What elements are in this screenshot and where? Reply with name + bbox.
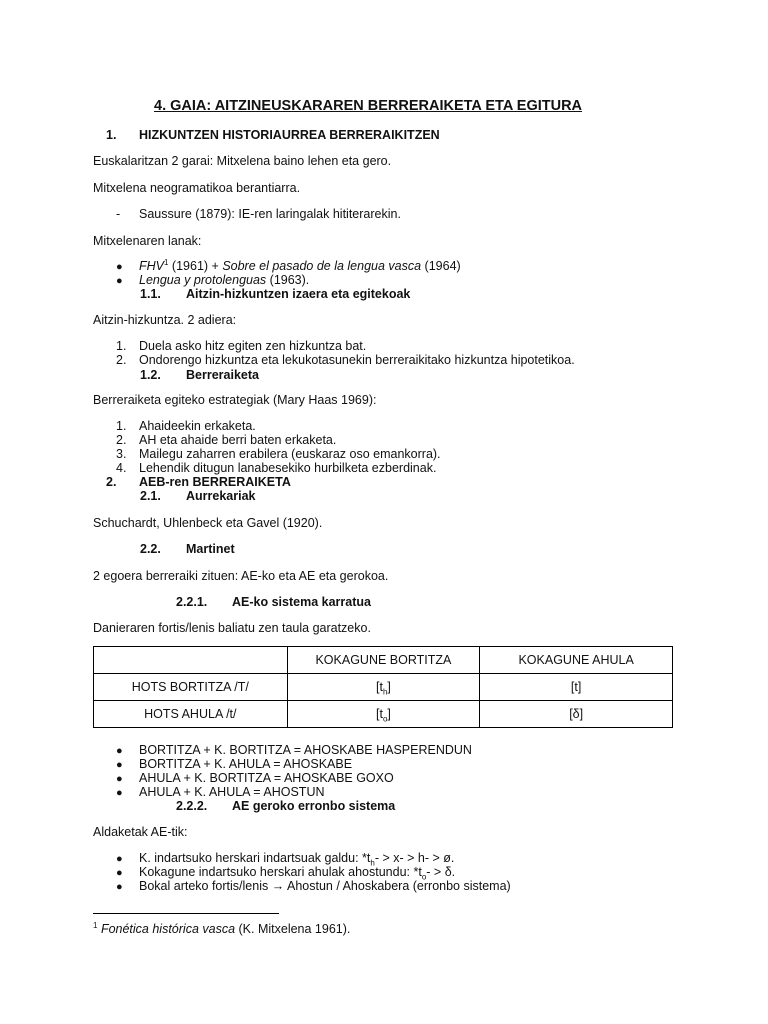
list-item: BORTITZA + K. BORTITZA = AHOSKABE HASPERENDUN <box>139 743 472 757</box>
paragraph-garai: Euskalaritzan 2 garai: Mitxelena baino lehen eta gero. <box>93 154 392 168</box>
list-item: AHULA + K. BORTITZA = AHOSKABE GOXO <box>139 771 394 785</box>
bullet-icon: ● <box>116 745 123 757</box>
list-item: Bokal arteko fortis/lenis → Ahostun / Ahoskabera (erronbo sistema) <box>139 879 511 893</box>
table-row-label: HOTS BORTITZA /T/ <box>94 674 288 701</box>
list-item: Kokagune indartsuko herskari ahulak ahostundu: $*t_o- > \delta$. <box>139 865 456 882</box>
section-1-2-number: 1.2. <box>140 368 161 382</box>
paragraph-adiera: Aitzin-hizkuntza. 2 adiera: <box>93 313 237 327</box>
paragraph-schuchardt: Schuchardt, Uhlenbeck eta Gavel (1920). <box>93 516 323 530</box>
paragraph-egoera: 2 egoera berreraiki zituen: AE-ko eta AE eta gerokoa. <box>93 569 389 583</box>
list-number: 4. <box>116 461 127 475</box>
bullet-icon: ● <box>116 867 123 879</box>
table-cell: [t] <box>480 674 673 701</box>
section-2-1-number: 2.1. <box>140 489 161 503</box>
list-number: 2. <box>116 353 127 367</box>
paragraph-neogramatikoa: Mitxelena neogramatikoa berantiarra. <box>93 181 301 195</box>
table-row <box>94 701 673 728</box>
list-number: 1. <box>116 419 127 433</box>
list-number: 2. <box>116 433 127 447</box>
list-number: 3. <box>116 447 127 461</box>
list-item: Ahaideekin erkaketa. <box>139 419 256 433</box>
table-header-cell: KOKAGUNE BORTITZA <box>287 647 480 674</box>
fortis-lenis-table <box>93 646 673 728</box>
table-cell: [δ] <box>480 701 673 728</box>
list-item: Ondorengo hizkuntza eta lekukotasunekin berreraikitako hizkuntza hipotetikoa. <box>139 353 575 367</box>
section-1-number: 1. <box>106 128 117 142</box>
list-item: Duela asko hitz egiten zen hizkuntza bat. <box>139 339 367 353</box>
section-1-2-heading: Berreraiketa <box>186 368 259 382</box>
paragraph-lanak: Mitxelenaren lanak: <box>93 234 202 248</box>
table-header-cell <box>94 647 288 674</box>
list-item-lengua: Lengua y protolenguas (1963). <box>139 273 310 287</box>
section-2-2-2-heading: AE geroko erronbo sistema <box>232 799 396 813</box>
section-1-1-heading: Aitzin-hizkuntzen izaera eta egitekoak <box>186 287 411 301</box>
bullet-icon: ● <box>116 275 123 287</box>
section-1-heading: HIZKUNTZEN HISTORIAURREA BERRERAIKITZEN <box>139 128 440 142</box>
list-item: BORTITZA + K. AHULA = AHOSKABE <box>139 757 353 771</box>
paragraph-danieraren: Danieraren fortis/lenis baliatu zen taula garatzeko. <box>93 621 371 635</box>
section-2-heading: AEB-ren BERRERAIKETA <box>139 475 291 489</box>
table-cell: $[t_h]$ <box>287 674 480 701</box>
footnote-divider <box>93 913 279 914</box>
list-item-fhv: FHV$^1$ (1961) + Sobre el pasado de la lengua vasca (1964) <box>139 257 461 273</box>
table-row-label: HOTS AHULA /t/ <box>94 701 288 728</box>
section-2-2-2-number: 2.2.2. <box>176 799 208 813</box>
table-header-row <box>94 647 673 674</box>
bullet-icon: ● <box>116 759 123 771</box>
section-2-1-heading: Aurrekariak <box>186 489 256 503</box>
table-row <box>94 674 673 701</box>
list-item: Lehendik ditugun lanabesekiko hurbilketa ezberdinak. <box>139 461 437 475</box>
bullet-icon: ● <box>116 853 123 865</box>
list-item: AHULA + K. AHULA = AHOSTUN <box>139 785 325 799</box>
section-2-2-1-heading: AE-ko sistema karratua <box>232 595 371 609</box>
paragraph-aldaketak: Aldaketak AE-tik: <box>93 825 188 839</box>
section-1-1-number: 1.1. <box>140 287 161 301</box>
footnote: $^1$ Fonética histórica vasca (K. Mitxelena 1961). <box>93 920 351 936</box>
bullet-icon: ● <box>116 261 123 273</box>
section-2-2-number: 2.2. <box>140 542 161 556</box>
bullet-icon: ● <box>116 787 123 799</box>
list-item: AH eta ahaide berri baten erkaketa. <box>139 433 337 447</box>
section-2-2-1-number: 2.2.1. <box>176 595 208 609</box>
page-title: 4. GAIA: AITZINEUSKARAREN BERRERAIKETA ETA EGITURA <box>154 98 583 114</box>
table-cell: $[t_o]$ <box>287 701 480 728</box>
list-number: 1. <box>116 339 127 353</box>
bullet-icon: ● <box>116 773 123 785</box>
section-2-2-heading: Martinet <box>186 542 235 556</box>
dash-item-saussure: Saussure (1879): IE-ren laringalak hititerarekin. <box>139 207 401 221</box>
list-item: K. indartsuko herskari indartsuak galdu: $*t_h- > x- > h-$ > ø. <box>139 851 455 868</box>
bullet-icon: ● <box>116 881 123 893</box>
table-header-cell: KOKAGUNE AHULA <box>480 647 673 674</box>
dash-marker: - <box>116 207 121 221</box>
section-2-number: 2. <box>106 475 117 489</box>
list-item: Mailegu zaharren erabilera (euskaraz oso emankorra). <box>139 447 441 461</box>
paragraph-estrategiak: Berreraiketa egiteko estrategiak (Mary Haas 1969): <box>93 393 377 407</box>
